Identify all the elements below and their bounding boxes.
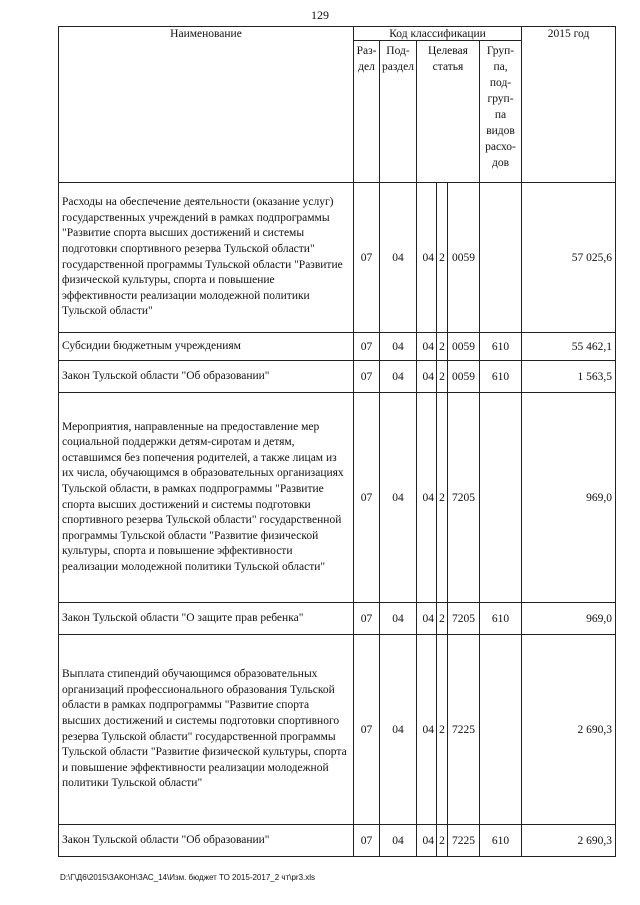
row-expense-group: 610 xyxy=(480,825,522,857)
row-subsection: 04 xyxy=(380,635,417,825)
header-code-group: Код классификации xyxy=(354,27,522,41)
row-target-article-1: 04 xyxy=(417,333,437,361)
row-amount: 969,0 xyxy=(522,603,616,635)
table-row xyxy=(59,603,616,635)
row-target-article-1: 04 xyxy=(417,393,437,603)
row-section: 07 xyxy=(354,361,380,393)
row-name: Закон Тульской области "Об образовании" xyxy=(59,825,354,857)
row-name: Выплата стипендий обучающимся образовательных организаций профессионального образования Тульской области в рамках подпрограммы "Развитие спорта высших достижений и системы подготовки спортивного резерва Тульской области" государственной программы Тульской области "Развитие физической культуры, спорта и повышение эффективности реализации молодежной политики Тульской области" xyxy=(59,635,354,825)
row-target-article-1: 04 xyxy=(417,603,437,635)
row-section: 07 xyxy=(354,635,380,825)
row-section: 07 xyxy=(354,393,380,603)
row-target-article-2: 2 xyxy=(437,333,448,361)
row-subsection: 04 xyxy=(380,183,417,333)
header-section: Раз- дел xyxy=(354,41,380,183)
row-target-article-1: 04 xyxy=(417,825,437,857)
row-target-article-2: 2 xyxy=(437,635,448,825)
table-row xyxy=(59,825,616,857)
row-section: 07 xyxy=(354,825,380,857)
row-expense-group: 610 xyxy=(480,333,522,361)
file-path-footer: D:\Г\Д6\2015\ЗАКОН\ЗАС_14\Изм. бюджет ТО 2015-2017_2 чт\pr3.xls xyxy=(60,873,316,882)
row-target-article-2: 2 xyxy=(437,361,448,393)
table-row xyxy=(59,183,616,333)
header-target-article: Целевая статья xyxy=(417,41,480,183)
row-target-article-2: 2 xyxy=(437,603,448,635)
row-amount: 57 025,6 xyxy=(522,183,616,333)
row-amount: 55 462,1 xyxy=(522,333,616,361)
row-target-article-3: 7205 xyxy=(448,603,480,635)
row-subsection: 04 xyxy=(380,603,417,635)
row-target-article-2: 2 xyxy=(437,393,448,603)
row-name: Расходы на обеспечение деятельности (оказание услуг) государственных учреждений в рамках подпрограммы "Развитие спорта высших достижений и системы подготовки спортивного резерва Тульской области" государственной программы Тульской области "Развитие физической культуры, спорта и повышение эффективности реализации молодежной политики Тульской области" xyxy=(59,183,354,333)
row-target-article-2: 2 xyxy=(437,183,448,333)
row-target-article-1: 04 xyxy=(417,361,437,393)
table-row xyxy=(59,393,616,603)
row-expense-group: 610 xyxy=(480,603,522,635)
header-year: 2015 год xyxy=(522,27,616,183)
row-subsection: 04 xyxy=(380,393,417,603)
row-target-article-3: 7205 xyxy=(448,393,480,603)
row-subsection: 04 xyxy=(380,333,417,361)
row-target-article-3: 0059 xyxy=(448,183,480,333)
row-expense-group xyxy=(480,635,522,825)
row-section: 07 xyxy=(354,333,380,361)
row-section: 07 xyxy=(354,183,380,333)
header-subsection: Под- раздел xyxy=(380,41,417,183)
header-expense-group: Груп- па, под- груп- па видов расхо- дов xyxy=(480,41,522,183)
row-target-article-3: 7225 xyxy=(448,825,480,857)
row-target-article-3: 0059 xyxy=(448,361,480,393)
row-target-article-3: 0059 xyxy=(448,333,480,361)
table-row xyxy=(59,361,616,393)
table-row xyxy=(59,635,616,825)
page-number: 129 xyxy=(311,8,329,22)
budget-table xyxy=(58,26,616,857)
row-amount: 969,0 xyxy=(522,393,616,603)
row-target-article-3: 7225 xyxy=(448,635,480,825)
row-target-article-1: 04 xyxy=(417,183,437,333)
row-amount: 2 690,3 xyxy=(522,825,616,857)
row-name: Мероприятия, направленные на предоставление мер социальной поддержки детям-сиротам и детям, оставшимся без попечения родителей, а также лицам из их числа, обучающимся в образовательных организациях Тульской области, в рамках подпрограммы "Развитие спорта высших достижений и системы подготовки спортивного резерва Тульской области" государственной программы Тульской области "Развитие физической культуры, спорта и повышение эффективности реализации молодежной политики Тульской области" xyxy=(59,393,354,603)
table-body xyxy=(59,183,616,857)
row-amount: 2 690,3 xyxy=(522,635,616,825)
row-name: Закон Тульской области "Об образовании" xyxy=(59,361,354,393)
table-row xyxy=(59,333,616,361)
row-target-article-2: 2 xyxy=(437,825,448,857)
header-row-top xyxy=(59,27,616,41)
row-subsection: 04 xyxy=(380,825,417,857)
header-name: Наименование xyxy=(59,27,354,183)
row-name: Закон Тульской области "О защите прав ребенка" xyxy=(59,603,354,635)
row-name: Субсидии бюджетным учреждениям xyxy=(59,333,354,361)
row-amount: 1 563,5 xyxy=(522,361,616,393)
row-expense-group xyxy=(480,393,522,603)
row-target-article-1: 04 xyxy=(417,635,437,825)
row-subsection: 04 xyxy=(380,361,417,393)
row-expense-group xyxy=(480,183,522,333)
row-expense-group: 610 xyxy=(480,361,522,393)
row-section: 07 xyxy=(354,603,380,635)
